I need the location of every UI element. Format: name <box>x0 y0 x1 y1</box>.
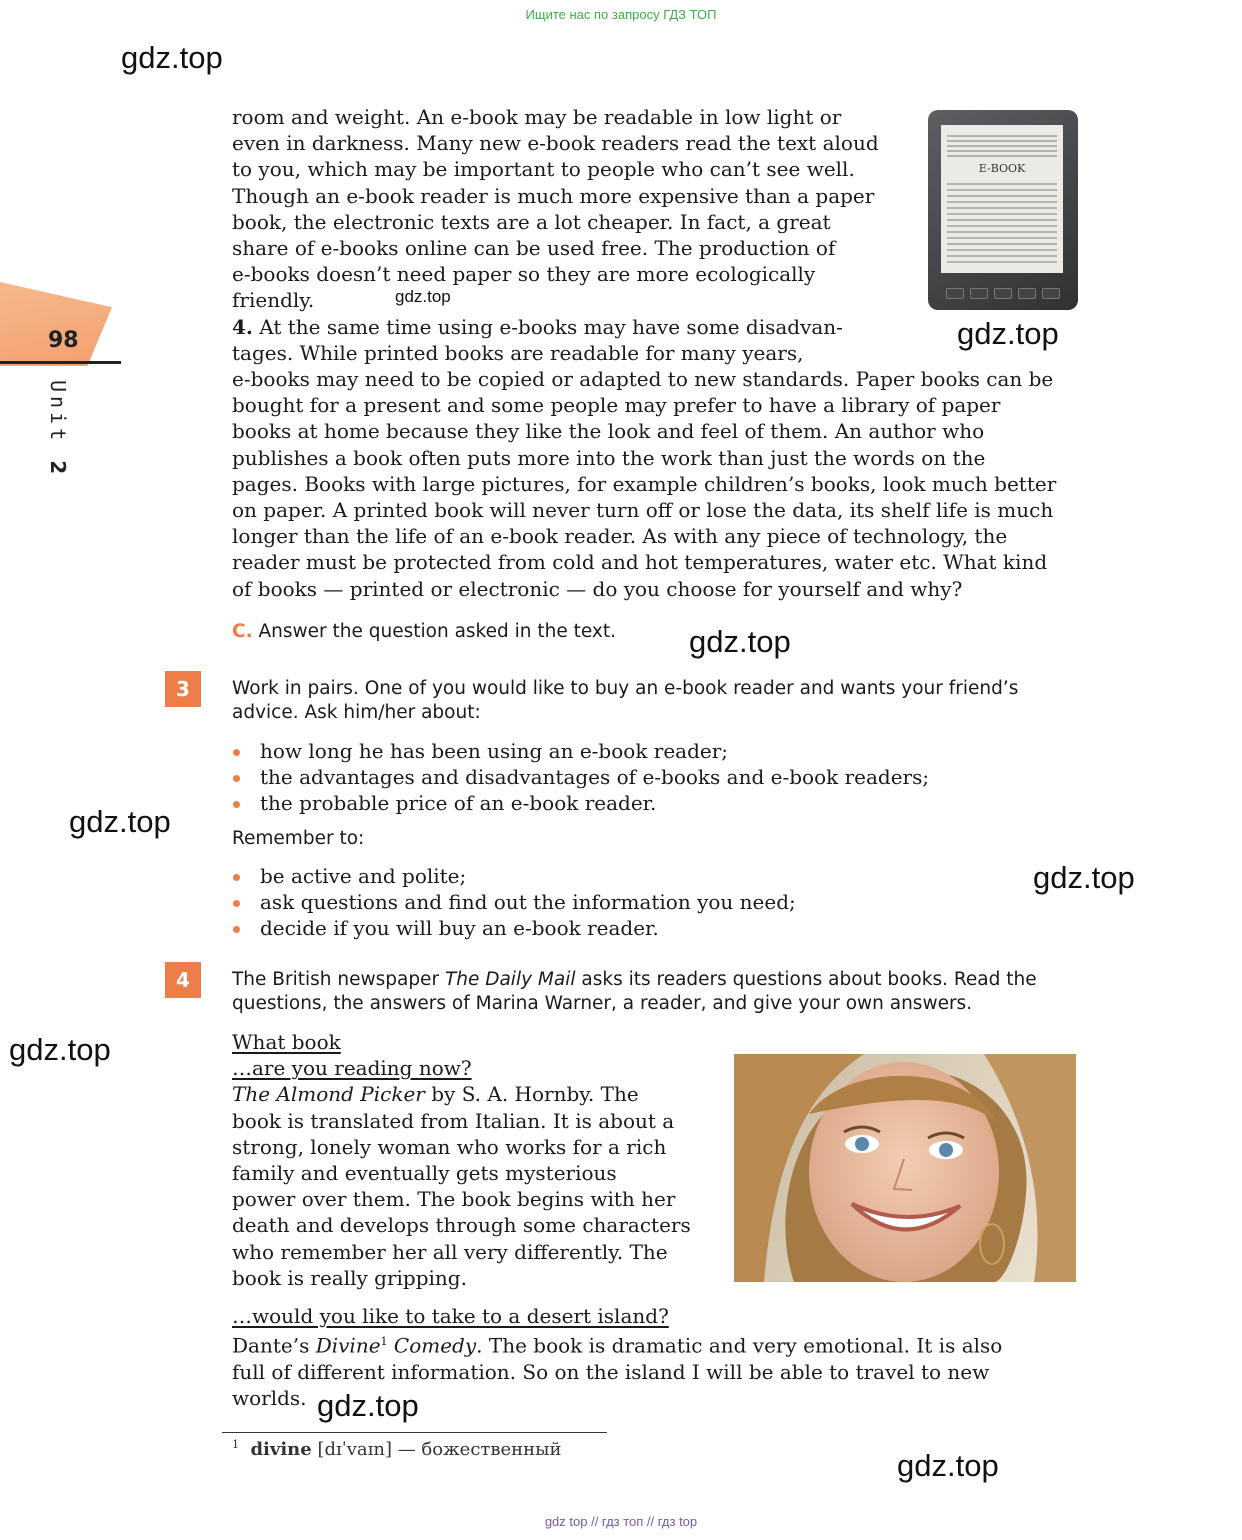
top-note: Ищите нас по запросу ГДЗ ТОП <box>525 7 717 22</box>
footnote-ref: 1 <box>380 1335 388 1349</box>
list-item: be active and polite; <box>232 863 1082 889</box>
remember-label: Remember to: <box>232 828 365 849</box>
watermark: gdz.top <box>957 316 1059 351</box>
bottom-note: gdz top // гдз топ // гдз top <box>544 1514 698 1529</box>
page-number: 98 <box>48 328 79 353</box>
footnote: $^1$ divine [dɪˈvaɪn] — божественный <box>232 1438 562 1460</box>
unit-number: 2 <box>46 460 70 479</box>
task-c-label: C. <box>232 621 253 642</box>
qa-heading: What book <box>232 1030 341 1054</box>
unit-label <box>44 380 70 478</box>
unit-word: Unit <box>46 380 70 445</box>
watermark: gdz.top <box>317 1388 419 1423</box>
ebook-screen-title: E-BOOK <box>978 162 1026 175</box>
paragraph-top: room and weight. An e-book may be readable in low light or even in darkness. Many new e-book readers read the text aloud to you, which may be important to people who can’t see well. Though an e-book reader is much more expensive than a paper book, the electronic texts are a lot cheaper. In fact, a great share of e-books online can be used free. The production of e-books doesn’t need paper so they are more ecologically friendly. <box>232 105 879 313</box>
watermark: gdz.top <box>1033 860 1135 895</box>
task-c: C. Answer the question asked in the text. <box>232 621 616 642</box>
task-4-number: 4 <box>165 962 201 998</box>
question-1: …are you reading now? <box>232 1056 472 1081</box>
watermark: gdz.top <box>121 40 223 75</box>
paragraph-4-start: 4. At the same time using e-books may have some disadvan- tages. While printed books are readable for many years, <box>232 315 843 366</box>
watermark: gdz.top <box>897 1448 999 1483</box>
task-3-remember-list <box>232 863 1082 942</box>
list-item: decide if you will buy an e-book reader. <box>232 915 1082 941</box>
book-title: The Almond Picker <box>232 1082 425 1107</box>
list-item: the advantages and disadvantages of e-books and e-book readers; <box>232 764 1082 790</box>
watermark: gdz.top <box>395 287 451 306</box>
page-tab <box>0 282 112 366</box>
qa-block-1: What book …are you reading now? The Almond Picker by S. A. Hornby. The book is translated from Italian. It is about a strong, lonely woman who works for a rich family and eventually gets mysterious power over them. The book begins with her death and develops through some characters who remember her all very differently. The book is really gripping. <box>232 1030 691 1290</box>
task-3-number: 3 <box>165 671 201 707</box>
task-4-instruction: The British newspaper The Daily Mail asks its readers questions about books. Read the questions, the answers of Marina Warner, a reader, and give your own answers. <box>232 969 1037 1014</box>
woman-photo-illustration <box>734 1054 1076 1282</box>
page-divider <box>0 361 121 364</box>
watermark: gdz.top <box>9 1032 111 1067</box>
list-item: how long he has been using an e-book reader; <box>232 738 1082 764</box>
task-3-ask-list <box>232 738 1082 817</box>
qa-block-2: …would you like to take to a desert island? Dante’s Divine$^1$ Comedy. The book is dramatic and very emotional. It is also full of different information. So on the island I will be able to travel to new worlds. <box>232 1304 1003 1411</box>
paragraph-number: 4. <box>232 315 253 339</box>
ebook-reader-image <box>928 110 1078 310</box>
ebook-reader-screen <box>941 125 1063 273</box>
list-item: the probable price of an e-book reader. <box>232 790 1082 816</box>
list-item: ask questions and find out the information you need; <box>232 889 1082 915</box>
watermark: gdz.top <box>69 804 171 839</box>
task-3-instruction: Work in pairs. One of you would like to buy an e-book reader and wants your friend’s advice. Ask him/her about: <box>232 678 1019 723</box>
footnote-rule <box>222 1432 607 1433</box>
paragraph-4: e-books may need to be copied or adapted to new standards. Paper books can be bought for a present and some people may prefer to have a library of paper books at home because they like the look and feel of them. An author who publishes a book often puts more into the work than just the words on the pages. Books with large pictures, for example children’s books, look much better on paper. A printed book will never turn off or lose the data, its shelf life is much longer than the life of an e-book reader. As with any piece of technology, the reader must be protected from cold and hot temperatures, water etc. What kind of books — printed or electronic — do you choose for yourself and why? <box>232 367 1057 601</box>
question-2: …would you like to take to a desert island? <box>232 1304 669 1328</box>
woman-photo <box>734 1054 1076 1282</box>
watermark: gdz.top <box>689 624 791 659</box>
